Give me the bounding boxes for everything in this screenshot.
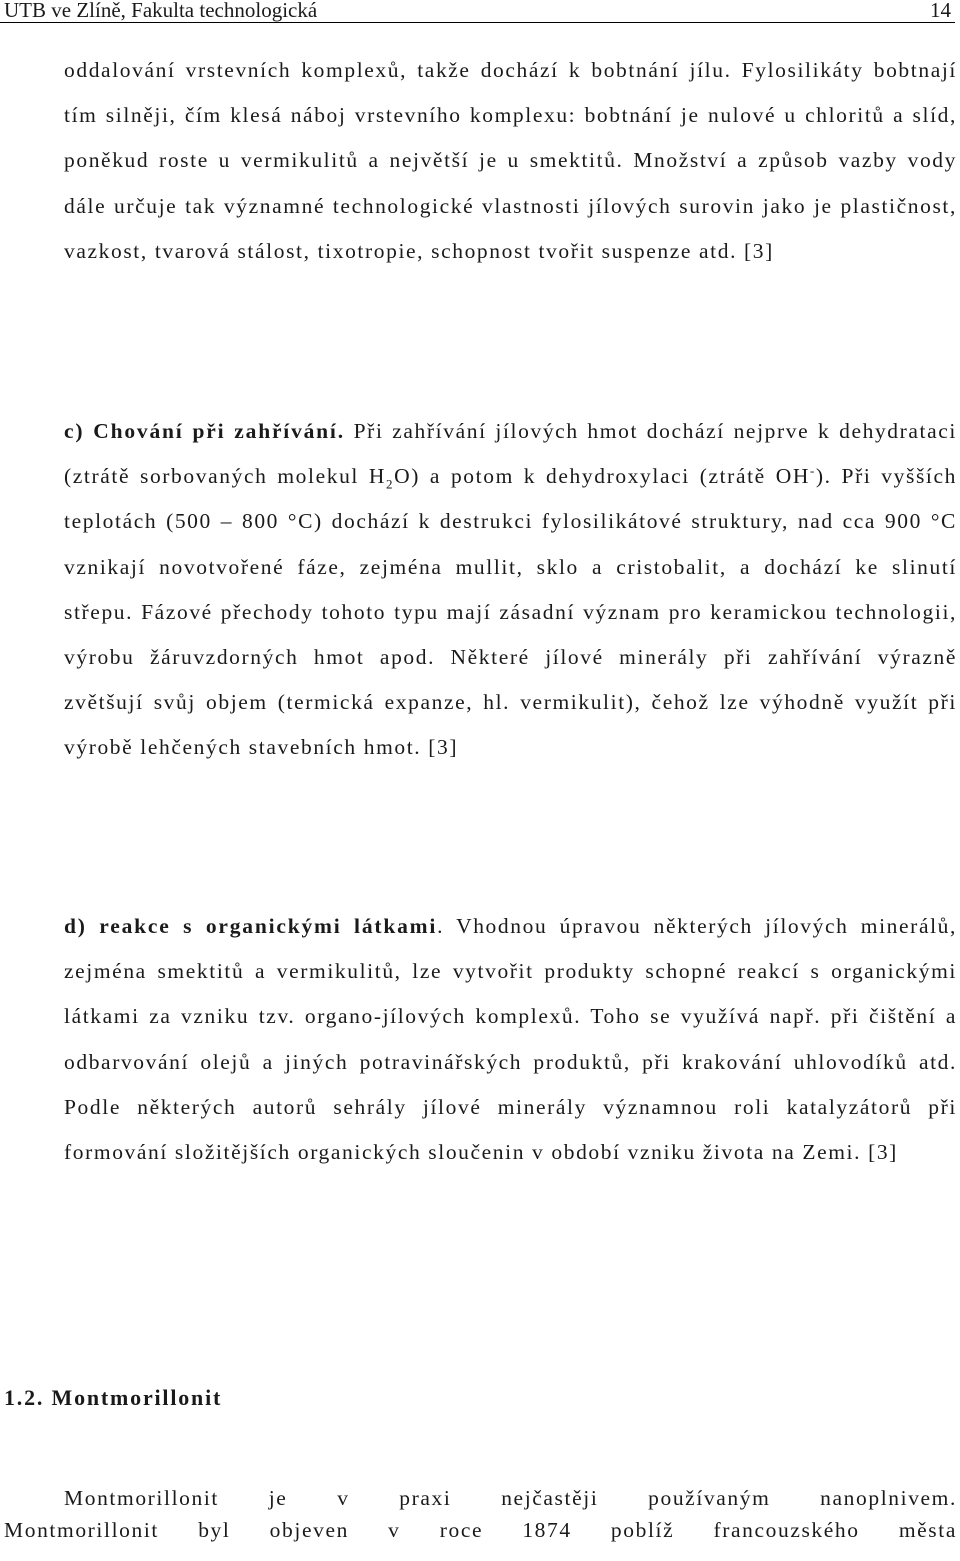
section-d-label: d) reakce s organickými látkami (64, 914, 438, 938)
section-c (64, 409, 957, 771)
section-d-text: . Vhodnou úpravou některých jílových minerálů, zejména smektitů a vermikulitů, lze vytvořit produkty schopné reakcí s organickými látkami za vzniku tzv. organo-jílových komplexů. Toho se využívá např. při čištění a odbarvování olejů a jiných potravinářských produktů, při krakování uhlovodíků atd. Podle některých autorů sehrály jílové minerály významnou roli katalyzátorů při formování složitějších organických sloučenin v období vzniku života na Zemi. [3] (64, 914, 957, 1165)
paragraph-montmorillonit (64, 1476, 957, 1521)
section-d (64, 904, 957, 1175)
header-title: UTB ve Zlíně, Fakulta technologická (4, 0, 318, 22)
page-number: 14 (930, 0, 951, 22)
section-heading: 1.2. Montmorillonit (4, 1385, 223, 1410)
paragraph-swelling (64, 48, 957, 274)
paragraph-line-2: Montmorillonit byl objeven v roce 1874 poblíž francouzského města (4, 1518, 957, 1542)
paragraph-text: oddalování vrstevních komplexů, takže dochází k bobtnání jílu. Fylosilikáty bobtnají tím silněji, čím klesá náboj vrstevního komplexu: bobtnání je nulové u chloritů a slíd, poněkud roste u vermikulitů a největší je u smektitů. Množství a způsob vazby vody dále určuje tak významné technologické vlastnosti jílových surovin jako je plastičnost, vazkost, tvarová stálost, tixotropie, schopnost tvořit suspenze atd. [3] (64, 58, 957, 263)
subscript: 2 (386, 476, 395, 492)
section-c-text1: Při zahřívání jílových hmot dochází nejprve k dehydrataci (ztrátě sorbovaných molekul H (64, 419, 957, 489)
page-header (0, 0, 955, 23)
section-c-label: c) Chování při zahřívání. (64, 419, 345, 443)
paragraph-line: Montmorillonit je v praxi nejčastěji používaným nanoplnivem. (64, 1486, 957, 1510)
section-c-text2: O) a potom k dehydroxylaci (ztrátě OH (394, 464, 810, 489)
section-c-text3: ). Při vyšších teplotách (500 – 800 °C) dochází k destrukci fylosilikátové struktury, nad cca 900 °C vznikají novotvořené fáze, zejména mullit, sklo a cristobalit, a dochází ke slinutí střepu. Fázové přechody tohoto typu mají zásadní význam pro keramickou technologii, výrobu žáruvzdorných hmot apod. Některé jílové minerály při zahřívání výrazně zvětšují svůj objem (termická expanze, hl. vermikulit), čehož lze výhodně využít při výrobě lehčených stavebních hmot. [3] (64, 464, 957, 760)
superscript: - (809, 463, 816, 479)
